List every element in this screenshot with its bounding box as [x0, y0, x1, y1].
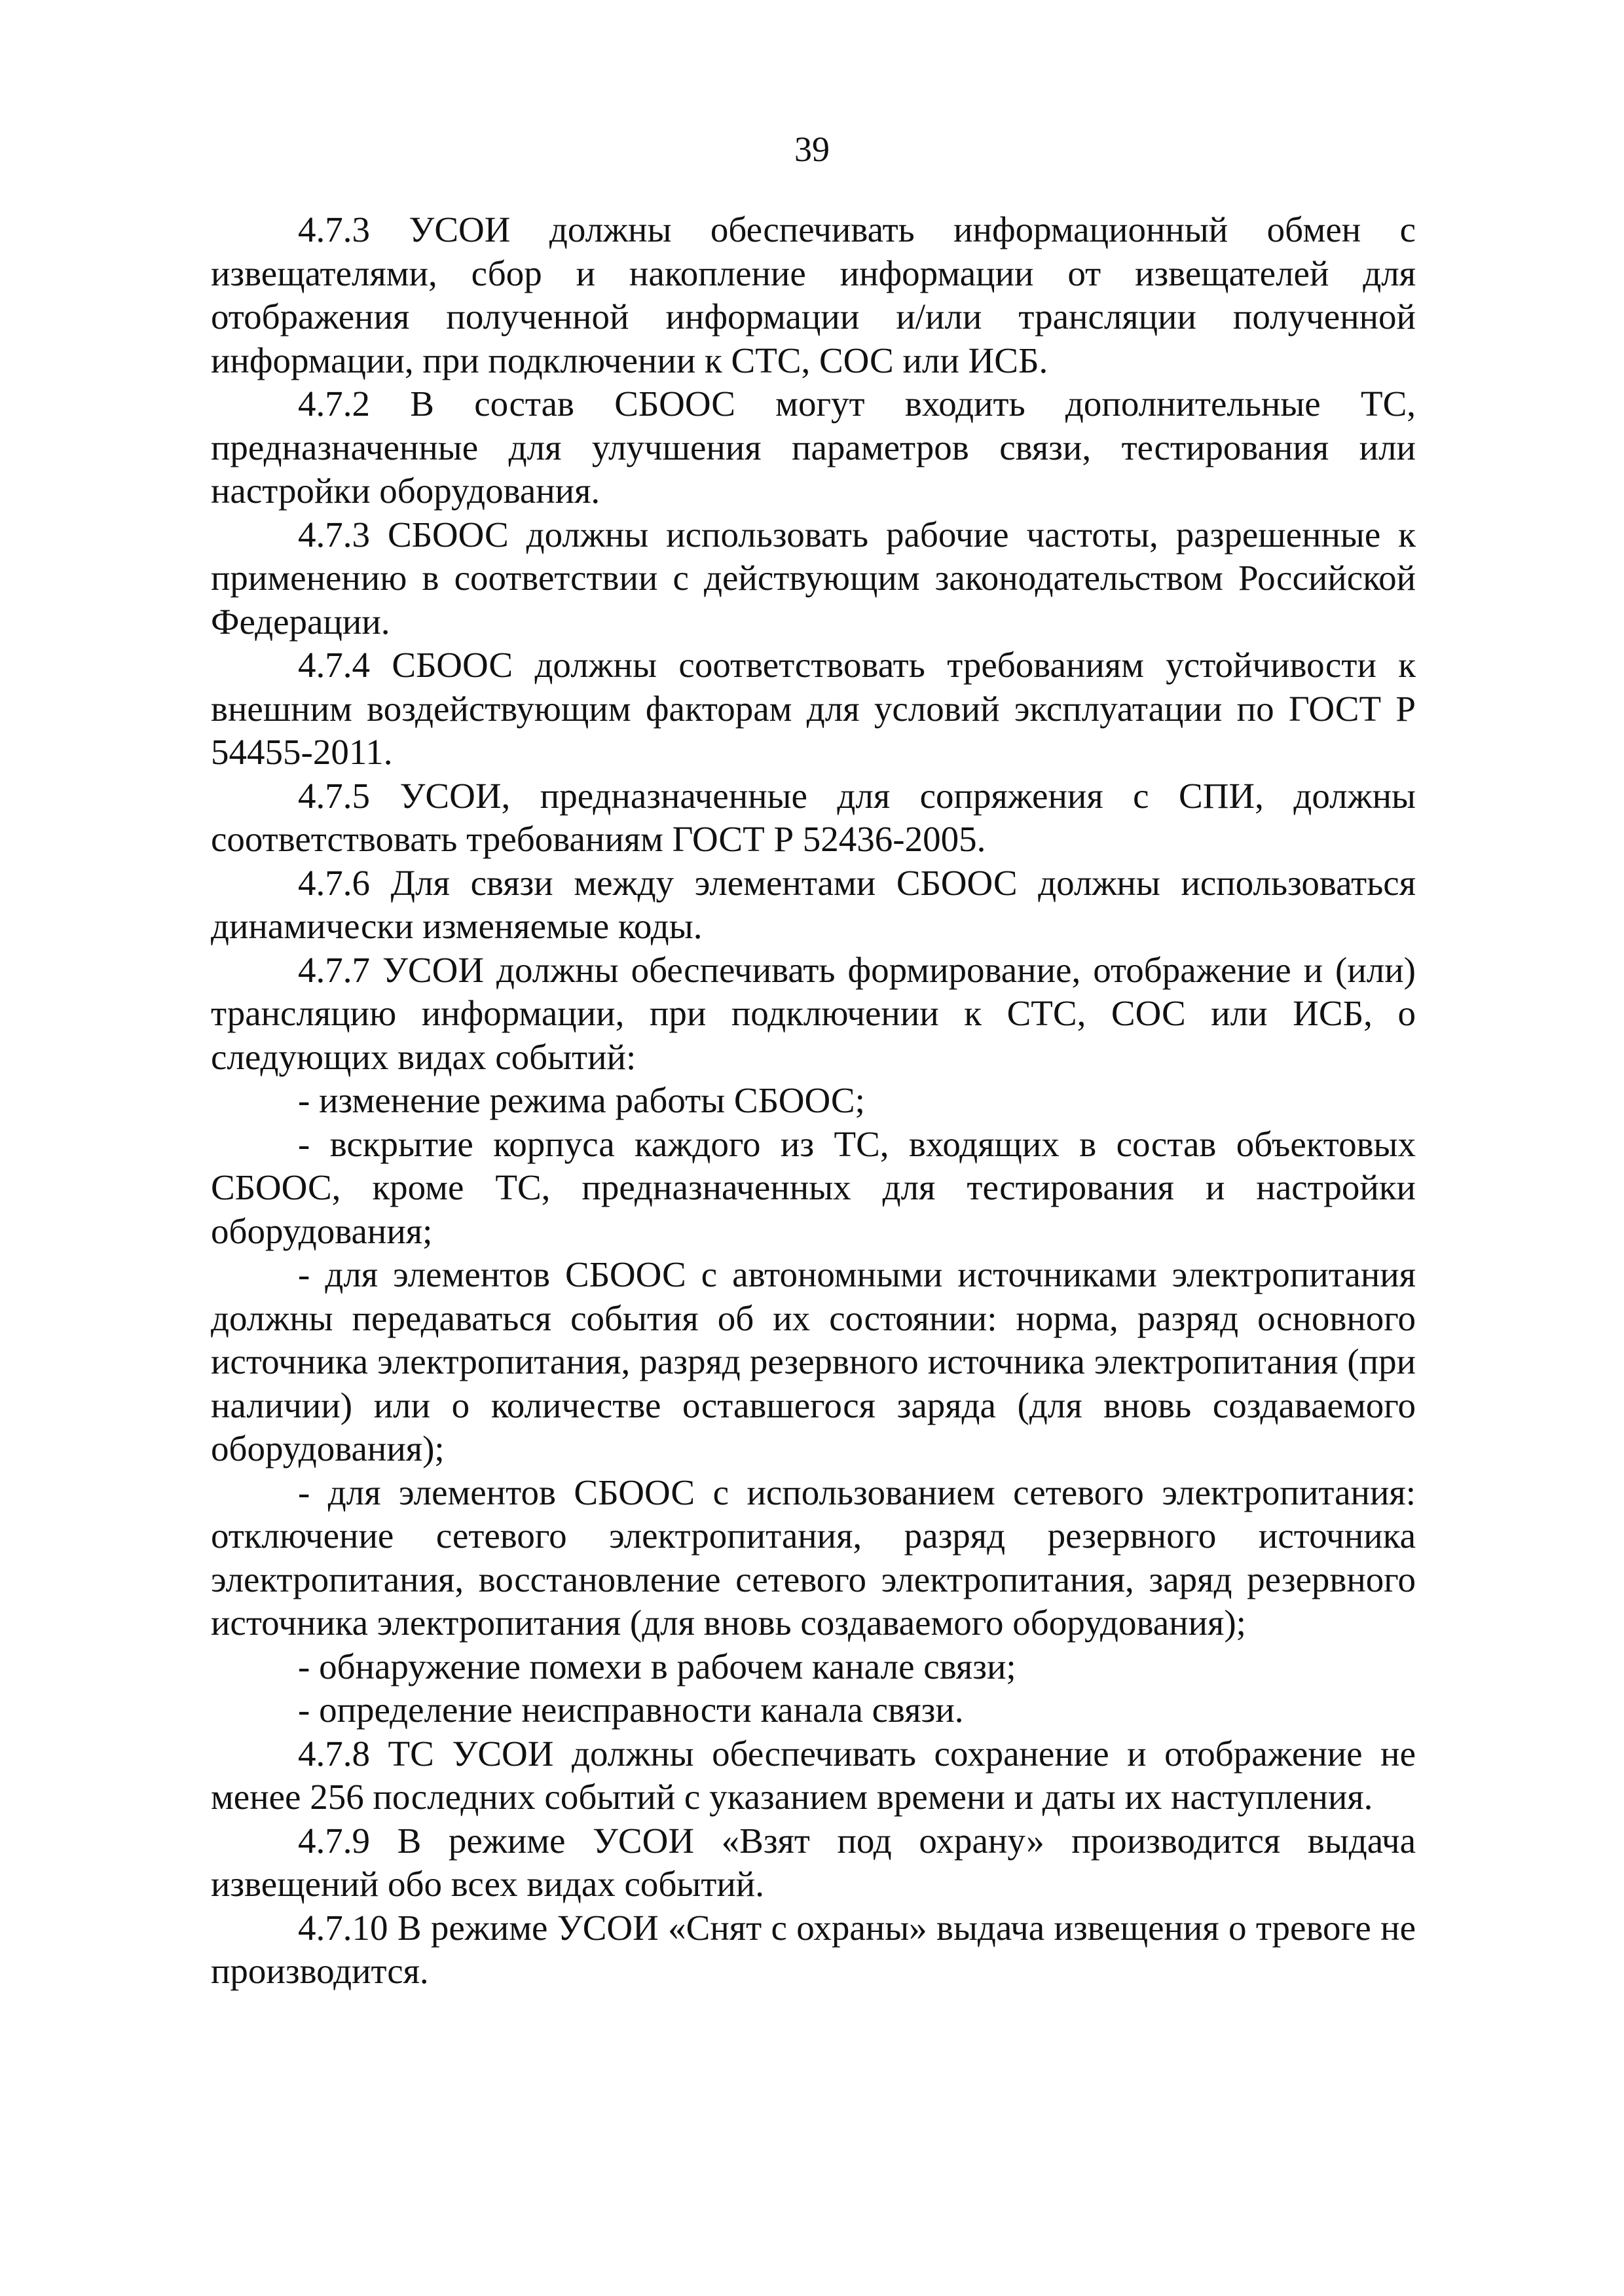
paragraph-4-7-7: 4.7.7 УСОИ должны обеспечивать формирование, отображение и (или) трансляцию информации, при подключении к СТС, СОС или ИСБ, о следующих видах событий: [211, 949, 1416, 1077]
paragraph-4-7-9: 4.7.9 В режиме УСОИ «Взят под охрану» производится выдача извещений обо всех видах событий. [211, 1820, 1416, 1904]
list-item-interference: - обнаружение помехи в рабочем канале связи; [298, 1646, 1016, 1686]
list-item-autonomous-power: - для элементов СБООС с автономными источниками электропитания должны передаваться события об их состоянии: норма, разряд основного источника электропитания, разряд резервного источника электропитания (при наличии) или о количестве оставшегося заряда (для вновь создаваемого оборудования); [211, 1254, 1416, 1468]
paragraph-4-7-8: 4.7.8 ТС УСОИ должны обеспечивать сохранение и отображение не менее 256 последних событий с указанием времени и даты их наступления. [211, 1733, 1416, 1817]
list-item-mode-change: - изменение режима работы СБООС; [298, 1080, 865, 1120]
paragraph-4-7-3-usoi: 4.7.3 УСОИ должны обеспечивать информационный обмен с извещателями, сбор и накопление информации от извещателей для отображения полученной информации и/или трансляции полученной информации, при подключении к СТС, СОС или ИСБ. [211, 210, 1416, 380]
list-item-case-opening: - вскрытие корпуса каждого из ТС, входящих в состав объектовых СБООС, кроме ТС, предназначенных для тестирования и настройки оборудования; [211, 1123, 1416, 1251]
paragraph-4-7-10: 4.7.10 В режиме УСОИ «Снят с охраны» выдача извещения о тревоге не производится. [211, 1907, 1416, 1991]
paragraph-4-7-2: 4.7.2 В состав СБООС могут входить дополнительные ТС, предназначенные для улучшения параметров связи, тестирования или настройки оборудования. [211, 384, 1416, 511]
paragraph-4-7-6: 4.7.6 Для связи между элементами СБООС должны использоваться динамически изменяемые коды. [211, 862, 1416, 946]
paragraph-4-7-4: 4.7.4 СБООС должны соответствовать требованиям устойчивости к внешним воздействующим факторам для условий эксплуатации по ГОСТ Р 54455-2011. [211, 645, 1416, 772]
paragraph-4-7-5: 4.7.5 УСОИ, предназначенные для сопряжения с СПИ, должны соответствовать требованиям ГОСТ Р 52436-2005. [211, 775, 1416, 859]
document-body [211, 208, 1416, 1994]
page-number: 39 [794, 130, 830, 169]
paragraph-4-7-3-sboos: 4.7.3 СБООС должны использовать рабочие частоты, разрешенные к применению в соответствии с действующим законодательством Российской Федерации. [211, 514, 1416, 642]
list-item-channel-fault: - определение неисправности канала связи. [298, 1690, 964, 1730]
list-item-mains-power: - для элементов СБООС с использованием сетевого электропитания: отключение сетевого электропитания, разряд резервного источника электропитания, восстановление сетевого электропитания, заряд резервного источника электропитания (для вновь создаваемого оборудования); [211, 1472, 1416, 1643]
